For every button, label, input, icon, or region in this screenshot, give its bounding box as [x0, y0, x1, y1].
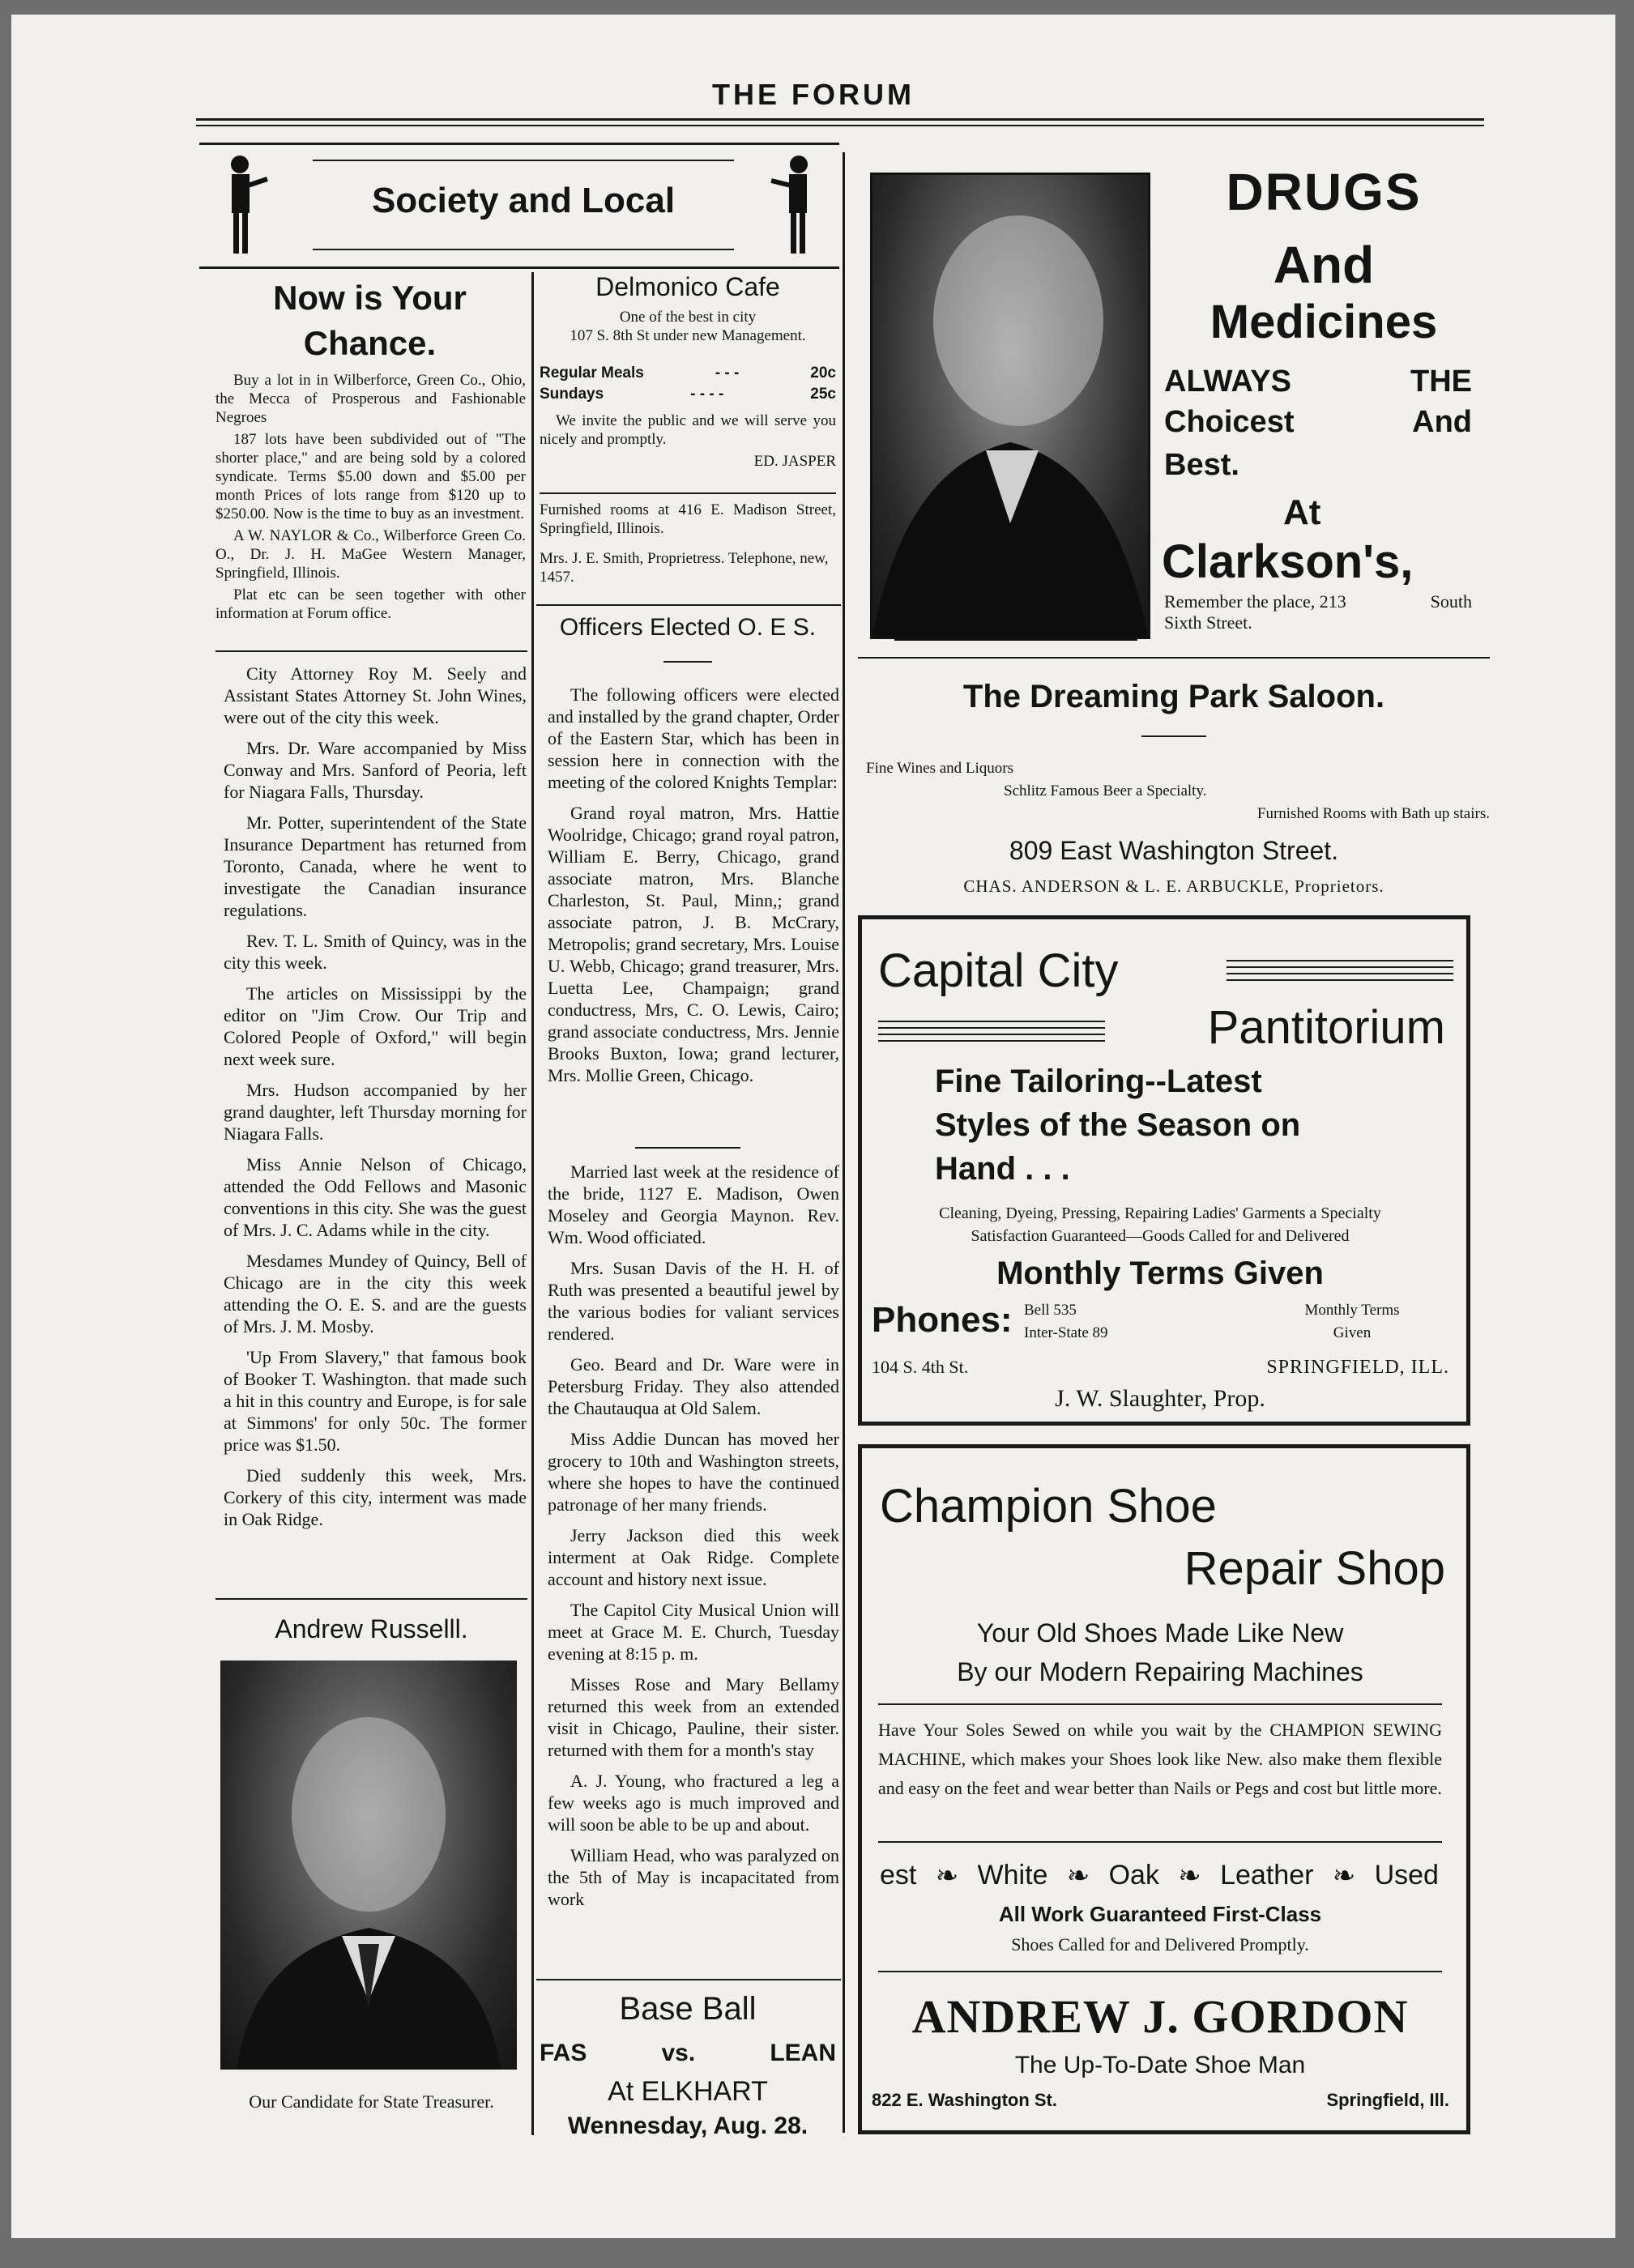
pantitorium-tagline1: Fine Tailoring--Latest [935, 1064, 1262, 1099]
drugs-address-b: South [1430, 591, 1472, 612]
portrait-silhouette-icon [872, 175, 1148, 637]
now-chance-para: Plat etc can be seen together with other information at Forum office. [215, 586, 526, 622]
local-item: The articles on Mississippi by the editor on "Jim Crow. Our Trip and Colored People of Oxford," will begin next week sure. [224, 983, 527, 1069]
drugs-line7: At [1283, 492, 1321, 532]
local-item: Mrs. Hudson accompanied by her grand daughter, left Thursday morning for Niagara Falls. [224, 1080, 527, 1144]
rooms-text: Furnished rooms at 416 E. Madison Street, Springfield, Illinois. [540, 501, 836, 537]
col1-rule-2 [215, 1598, 527, 1600]
drugs-choicest: Choicest [1164, 405, 1295, 439]
rooms-proprietor: Mrs. J. E. Smith, Proprietress. Telephone, new, 1457. [540, 550, 829, 586]
champion-city: Springfield, Ill. [1326, 2090, 1449, 2110]
leaf-ornament-icon: ❧ [1178, 1861, 1201, 1891]
drugs-and: And [1412, 405, 1472, 439]
baseball-team1: FAS [540, 2040, 587, 2066]
baseball-date: Wennesday, Aug. 28. [567, 2112, 808, 2139]
local-item: Died suddenly this week, Mrs. Corkery of this city, interment was made in Oak Ridge. [224, 1465, 527, 1529]
mid-dash [635, 1147, 740, 1149]
drugs-address-a: Remember the place, 213 [1164, 591, 1346, 612]
oes-dash [663, 661, 712, 663]
saloon-proprietors: CHAS. ANDERSON & L. E. ARBUCKLE, Proprietors. [963, 876, 1384, 896]
baseball-team2: LEAN [770, 2040, 836, 2066]
pantitorium-terms-small1: Monthly Terms [1304, 1302, 1400, 1319]
waiter-left-icon [215, 153, 272, 258]
champion-title2: Repair Shop [1184, 1542, 1445, 1595]
baseball-vs: vs. [661, 2040, 696, 2066]
drugs-the: THE [1410, 364, 1472, 399]
banner-inner-rule-top [313, 160, 734, 161]
leaf-ornament-icon: ❧ [1066, 1861, 1090, 1891]
materials-word: White [977, 1860, 1048, 1891]
mid-item: Married last week at the residence of the bride, 1127 E. Madison, Owen Moseley and Georgia Maynon. Rev. Wm. Wood officiated. [548, 1162, 839, 1247]
pantitorium-services2: Satisfaction Guaranteed—Goods Called for and Delivered [971, 1227, 1350, 1245]
pantitorium-ornament-lines-2 [878, 1021, 1105, 1045]
russell-heading: Andrew Russelll. [275, 1614, 468, 1643]
oes-para: The following officers were elected and installed by the grand chapter, Order of the Eastern Star, which has been in session here in connection with the meeting of the colored Knights Templar: [548, 684, 839, 792]
pantitorium-services1: Cleaning, Dyeing, Pressing, Repairing Ladies' Garments a Specialty [939, 1204, 1381, 1222]
waiter-right-icon [766, 153, 823, 258]
materials-word: Used [1374, 1860, 1439, 1891]
masthead: THE FORUM [712, 78, 915, 111]
society-banner-title: Society and Local [371, 181, 676, 220]
delmonico-sub2: 107 S. 8th St under new Management. [570, 327, 806, 344]
portrait-silhouette-icon [220, 1660, 517, 2070]
baseball-heading: Base Ball [619, 1991, 757, 2027]
mid-item: William Head, who was paralyzed on the 5th of May is incapacitated from work [548, 1845, 839, 1909]
pantitorium-tagline3: Hand . . . [935, 1151, 1070, 1187]
drugs-address [1164, 591, 1472, 612]
now-chance-para: A W. NAYLOR & Co., Wilberforce Green Co. O., Dr. J. H. MaGee Western Manager, Springfield, Illinois. [215, 527, 526, 582]
drugs-line4 [1164, 364, 1472, 399]
champion-sub1: Your Old Shoes Made Like New [976, 1618, 1344, 1648]
champion-delivery: Shoes Called for and Delivered Promptly. [1011, 1934, 1309, 1955]
saloon-line2: Schlitz Famous Beer a Specialty. [1004, 782, 1207, 799]
rooms-separator [540, 492, 836, 494]
drugs-line1: DRUGS [1226, 163, 1422, 221]
materials-word: est [880, 1860, 917, 1891]
mid-item: The Capitol City Musical Union will meet at Grace M. E. Church, Tuesday evening at 8:15 p. m. [548, 1600, 839, 1664]
local-item: Mr. Potter, superintendent of the State Insurance Department has returned from Toronto, Canada, where he went to investigate the Canadian insurance regulations. [224, 812, 527, 920]
mid-item: Geo. Beard and Dr. Ware were in Petersburg Friday. They also attended the Chautauqua at Old Salem. [548, 1354, 839, 1418]
masthead-rule-bottom [196, 125, 1484, 126]
delmonico-heading: Delmonico Cafe [595, 272, 780, 301]
drugs-line5 [1164, 405, 1472, 440]
pantitorium-title1: Capital City [878, 944, 1119, 997]
baseball-teams [540, 2040, 836, 2067]
pantitorium-phone1: Bell 535 [1024, 1302, 1077, 1319]
banner-inner-rule-bottom [313, 249, 734, 250]
materials-word: Oak [1108, 1860, 1159, 1891]
saloon-line3: Furnished Rooms with Bath up stairs. [1256, 805, 1490, 822]
clarkson-portrait-image [870, 173, 1150, 639]
saloon-heading: The Dreaming Park Saloon. [962, 679, 1385, 714]
champion-body: Have Your Soles Sewed on while you wait by the CHAMPION SEWING MACHINE, which makes your Shoes look like New. also make them flexible and easy on the feet and wear better than Nails or Pegs and cost but little more. [878, 1720, 1442, 1798]
portrait-underline [894, 638, 1137, 641]
col2-rule-2 [536, 1979, 841, 1980]
pantitorium-ornament-lines [1227, 960, 1453, 984]
price-row [540, 364, 836, 382]
price-value: 20c [810, 364, 836, 382]
delmonico-invite: We invite the public and we will serve you nicely and promptly. [540, 412, 836, 448]
pantitorium-proprietor: J. W. Slaughter, Prop. [1055, 1385, 1265, 1412]
champion-rule-3 [878, 1971, 1442, 1972]
oes-para: Grand royal matron, Mrs. Hattie Woolridge, Chicago; grand royal patron, William E. Berry, Chicago, grand associate matron, Mrs. Blanche Charleston, St. Paul, Minn,; grand associate patron, J. B. McCrary, Metropolis; grand secretary, Mrs. Louise U. Webb, Chicago; grand treasurer, Mrs. Luetta Lee, Champaign; grand conductress, Mrs, C. O. Lewis, Cairo; grand associate conductress, Mrs. Jennie Brooks Buxton, Iowa; grand lecturer, Mrs. Mollie Green, Chicago. [548, 803, 839, 1085]
mid-items [548, 1161, 839, 1919]
delmonico-prices [540, 364, 836, 403]
pantitorium-city: SPRINGFIELD, ILL. [1266, 1357, 1449, 1378]
now-chance-para: Buy a lot in in Wilberforce, Green Co., Ohio, the Mecca of Prosperous and Fashionable Negroes [215, 372, 526, 426]
pantitorium-title2: Pantitorium [1207, 1001, 1445, 1054]
champion-address: 822 E. Washington St. [872, 2090, 1057, 2110]
now-chance-heading: Now is Your Chance. [273, 279, 467, 362]
pantitorium-ad [858, 915, 1470, 1426]
newspaper-page [11, 15, 1615, 2238]
mid-item: Mrs. Susan Davis of the H. H. of Ruth was presented a beautiful jewel by the various bodies for valiant services rendered. [548, 1258, 839, 1344]
pantitorium-terms: Monthly Terms Given [996, 1256, 1324, 1291]
russell-portrait-image [220, 1660, 517, 2070]
saloon-line1: Fine Wines and Liquors [866, 760, 1014, 777]
champion-guarantee: All Work Guaranteed First-Class [998, 1902, 1322, 1926]
saloon-address: 809 East Washington Street. [1009, 836, 1339, 865]
champion-title1: Champion Shoe [880, 1480, 1217, 1533]
pantitorium-address: 104 S. 4th St. [872, 1357, 969, 1377]
champion-rule-2 [878, 1841, 1442, 1843]
local-item: City Attorney Roy M. Seely and Assistant States Attorney St. John Wines, were out of the city this week. [224, 663, 527, 727]
champion-sub2: By our Modern Repairing Machines [957, 1657, 1363, 1686]
leaf-ornament-icon: ❧ [1332, 1861, 1356, 1891]
baseball-place: At ELKHART [608, 2076, 768, 2107]
local-item: Mrs. Dr. Ware accompanied by Miss Conway and Mrs. Sanford of Peoria, left for Niagara Falls, Thursday. [224, 738, 527, 802]
russell-caption: Our Candidate for State Treasurer. [249, 2091, 494, 2112]
drugs-line6: Best. [1164, 448, 1239, 482]
local-item: Mesdames Mundey of Quincy, Bell of Chicago are in the city this week attending the O. E. S. and are the guests of Mrs. J. M. Mosby. [224, 1251, 527, 1336]
price-dots: - - - [715, 364, 740, 382]
pantitorium-phone2: Inter-State 89 [1024, 1324, 1108, 1341]
mid-item: Misses Rose and Mary Bellamy returned this week from an extended visit in Chicago, Pauline, their sister. returned with them for a month's stay [548, 1674, 839, 1760]
local-item: 'Up From Slavery," that famous book of Booker T. Washington. that made such a hit in this country and Europe, is for sale at Simmons' for only 50c. The former price was $1.50. [224, 1347, 527, 1455]
delmonico-signature: ED. JASPER [753, 453, 836, 470]
oes-body [548, 684, 839, 1095]
local-item: Rev. T. L. Smith of Quincy, was in the city this week. [224, 931, 527, 973]
col3-rule [858, 657, 1490, 659]
drugs-always: ALWAYS [1164, 364, 1291, 399]
column-divider-1 [531, 272, 534, 2135]
col2-rule [536, 604, 841, 606]
now-chance-body [215, 371, 526, 623]
drugs-line3: Medicines [1210, 296, 1438, 348]
saloon-dash [1141, 735, 1206, 737]
price-label: Sundays [540, 386, 604, 403]
mid-item: Jerry Jackson died this week interment at Oak Ridge. Complete account and history next issue. [548, 1525, 839, 1589]
masthead-rule-top [196, 118, 1484, 121]
oes-heading: Officers Elected O. E S. [559, 614, 817, 641]
mid-item: Miss Addie Duncan has moved her grocery to 10th and Washington streets, where she hopes to have the continued patronage of her many friends. [548, 1429, 839, 1515]
champion-owner-tag: The Up-To-Date Shoe Man [1014, 2052, 1306, 2078]
leaf-ornament-icon: ❧ [935, 1861, 959, 1891]
drugs-address-c: Sixth Street. [1164, 612, 1252, 633]
now-chance-para: 187 lots have been subdivided out of "The shorter place," and are being sold by a colored syndicate. Terms $5.00 down and $5.00 per month Prices of lots range from $120 up to $250.00. Now is the time to buy as an investment. [215, 431, 526, 522]
pantitorium-tagline2: Styles of the Season on [935, 1107, 1301, 1143]
column-divider-2 [843, 152, 845, 2133]
local-items [224, 663, 527, 1539]
champion-rule-1 [878, 1703, 1442, 1705]
drugs-line2: And [1273, 236, 1375, 294]
col1-rule [215, 650, 527, 652]
local-item: Miss Annie Nelson of Chicago, attended the Odd Fellows and Masonic conventions in this city. She was the guest of Mrs. J. C. Adams while in the city. [224, 1154, 527, 1240]
society-banner [199, 143, 839, 269]
drugs-line8: Clarkson's, [1162, 535, 1414, 588]
price-row [540, 386, 836, 403]
materials-word: Leather [1220, 1860, 1314, 1891]
pantitorium-terms-small2: Given [1333, 1324, 1372, 1341]
mid-item: A. J. Young, who fractured a leg a few weeks ago is much improved and will soon be able to be up and about. [548, 1771, 839, 1835]
pantitorium-phones-label: Phones: [872, 1300, 1013, 1340]
price-value: 25c [810, 386, 836, 403]
price-dots: - - - - [690, 386, 724, 403]
champion-materials [880, 1860, 1439, 1892]
champion-owner: ANDREW J. GORDON [911, 1990, 1409, 2043]
delmonico-sub1: One of the best in city [619, 309, 757, 326]
champion-ad [858, 1444, 1470, 2134]
price-label: Regular Meals [540, 364, 644, 382]
